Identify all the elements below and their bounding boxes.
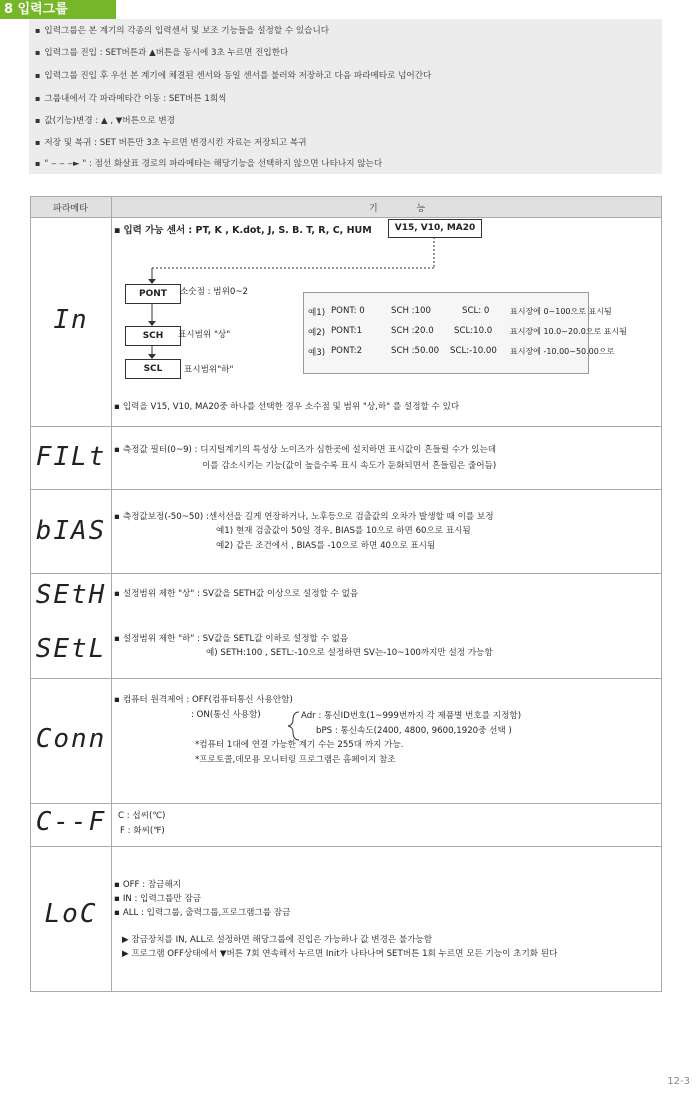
- in-sensors: ▪ 입력 가능 센서 : PT, K , K.dot, J, S. B. T, R, C, HUM: [114, 222, 372, 236]
- param-seth: SEtH: [35, 580, 107, 610]
- loc-all: ▪ ALL : 입력그룹, 출력그룹,프로그램그룹 잠금: [114, 906, 290, 918]
- intro-line: ▪ 그룹내에서 각 파라메타간 이동 : SET버튼 1회씩: [35, 92, 226, 104]
- param-filt: FILt: [35, 442, 107, 472]
- bias-line2: 예1) 현재 검출값이 50일 경우, BIAS를 10으로 하면 60으로 표시됨: [216, 526, 471, 536]
- intro-line: ▪ 입력그룹 진입 : SET버튼과 ▲버튼을 동시에 3초 누르면 진입한다: [35, 46, 288, 58]
- cf-f: F : 화씨(℉): [120, 826, 165, 836]
- param-setl: SEtL: [35, 634, 107, 664]
- intro-box: [29, 19, 662, 174]
- conn-line2: : ON(통신 사용함): [191, 710, 261, 720]
- in-note: ▪ 입력을 V15, V10, MA20중 하나를 선택한 경우 소수점 및 범위 "상,하" 를 설정할 수 있다: [114, 400, 459, 412]
- conn-brace: [31, 197, 663, 993]
- conn-note1: *컴퓨터 1대에 연결 가능한 계기 수는 255대 까지 가능.: [195, 740, 404, 750]
- param-cf: C--F: [35, 807, 107, 837]
- setl-line2: 예) SETH:100 , SETL:-10으로 설정하면 SV는-10~100까지만 설정 가능함: [206, 648, 493, 658]
- conn-adr: Adr : 통신ID번호(1~999번까지 각 제품별 번호를 지정함): [301, 711, 522, 721]
- loc-note2: ▶ 프로그램 OFF상태에서 ▼버튼 7회 연속해서 누르면 Init가 나타나며 SET버튼 1회 누르면 모든 기능이 초기화 된다: [122, 949, 558, 959]
- loc-in: ▪ IN : 입력그룹만 잠금: [114, 892, 201, 904]
- ex1-label: 예1): [308, 308, 326, 318]
- ex3-scl: SCL:-10.00: [450, 346, 497, 356]
- conn-line1: ▪ 컴퓨터 원격제어 : OFF(컴퓨터통신 사용안함): [114, 693, 293, 705]
- ex2-disp: 표시장에 10.0~20.0으로 표시됨: [510, 327, 627, 336]
- scl-desc: 표시범위"하": [184, 365, 234, 375]
- ex2-sch: SCH :20.0: [391, 326, 434, 336]
- ex2-pont: PONT:1: [331, 326, 363, 336]
- sch-box: SCH: [125, 326, 181, 346]
- conn-note2: *프로토콜,데모용 모니터링 프로그램은 홈페이지 참조: [195, 755, 396, 765]
- param-loc: LoC: [44, 899, 98, 929]
- ex1-pont: PONT: 0: [331, 306, 365, 316]
- bias-line3: 예2) 같은 조건에서 , BIAS를 -10으로 하면 40으로 표시됨: [216, 541, 436, 551]
- intro-line: ▪ 값(기능)변경 : ▲ , ▼버튼으로 변경: [35, 114, 175, 126]
- intro-line: ▪ 저장 및 복귀 : SET 버튼만 3초 누르면 변경시킨 자료는 저장되고 복귀: [35, 136, 307, 148]
- pont-desc: 소숫점 : 범위0~2: [180, 287, 249, 297]
- filt-line1: ▪ 측정값 필터(0~9) : 디지털계기의 특성상 노이즈가 심한곳에 설치하면 표시값이 흔들릴 수가 있는데: [114, 443, 496, 455]
- param-conn: Conn: [35, 724, 107, 754]
- ex1-sch: SCH :100: [391, 306, 431, 316]
- header-function: 기 능: [369, 204, 444, 214]
- filt-line2: 이를 감소시키는 기능(값이 높을수록 표시 속도가 둔화되면서 흔들림은 줄어듬): [202, 461, 497, 471]
- sch-desc: 표시범위 "상": [178, 330, 231, 340]
- scl-box: SCL: [125, 359, 181, 379]
- header-param: 파라메타: [53, 204, 88, 214]
- ex2-scl: SCL:10.0: [454, 326, 493, 336]
- ex2-label: 예2): [308, 328, 326, 338]
- loc-note1: ▶ 잠금장치를 IN, ALL로 설정하면 해당그룹에 진입은 가능하나 값 변경은 불가능함: [122, 935, 433, 945]
- ex3-pont: PONT:2: [331, 346, 363, 356]
- bias-line1: ▪ 측정값보정(-50~50) :센서선을 길게 연장하거나, 노후등으로 검출값의 오차가 발생할 때 이를 보정: [114, 510, 494, 522]
- parameter-table: [30, 196, 662, 992]
- pont-box: PONT: [125, 284, 181, 304]
- param-in: In: [53, 305, 89, 335]
- loc-off: ▪ OFF : 잠금해지: [114, 878, 181, 890]
- page-number: 12-3: [667, 1076, 690, 1087]
- ex3-disp: 표시장에 -10.00~50.00으로: [510, 347, 615, 356]
- conn-bps: bPS : 통신속도(2400, 4800, 9600,1920중 선택 ): [316, 726, 512, 736]
- param-bias: bIAS: [35, 516, 107, 546]
- setl-line1: ▪ 설정범위 제한 "하" : SV값을 SETL값 이하로 설정할 수 없음: [114, 632, 348, 644]
- cf-c: C : 섭씨(℃): [118, 811, 166, 821]
- in-v-box: V15, V10, MA20: [388, 219, 482, 238]
- intro-line: ▪ " ‒ ‒ ‒► " : 점선 화살표 경로의 파라메타는 해당기능을 선택하지 않으면 나타나지 않는다: [35, 157, 382, 169]
- ex3-sch: SCH :50.00: [391, 346, 440, 356]
- intro-line: ▪ 입력그룹은 본 계기의 각종의 입력센서 및 보조 기능들을 설정할 수 있습니다: [35, 24, 329, 36]
- ex3-label: 예3): [308, 348, 326, 358]
- intro-line: ▪ 입력그룹 진입 후 우선 본 계기에 체결된 센서와 동일 센서를 불러와 저장하고 다음 파라메타로 넘어간다: [35, 69, 431, 81]
- ex1-disp: 표시장에 0~100으로 표시됨: [510, 307, 612, 316]
- seth-line1: ▪ 설정범위 제한 "상" : SV값을 SETH값 이상으로 설정할 수 없음: [114, 587, 358, 599]
- ex1-scl: SCL: 0: [462, 306, 490, 316]
- section-title: 8 입력그룹: [0, 0, 116, 19]
